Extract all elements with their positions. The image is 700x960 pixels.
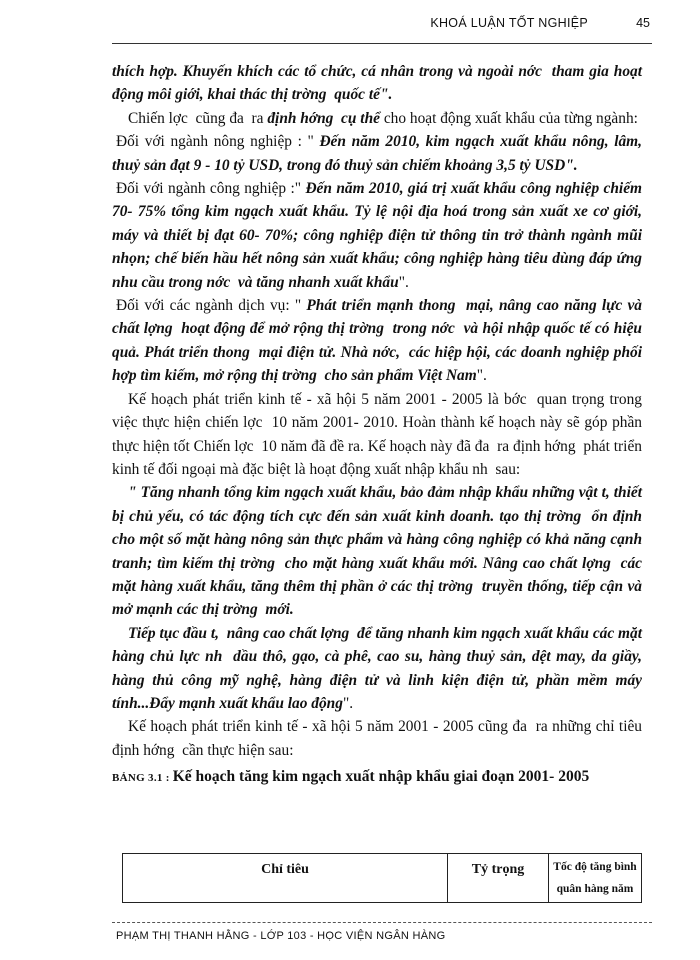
paragraph-five-year-plan: Kế hoạch phát triển kinh tế - xã hội 5 năm 2001 - 2005 là bớc quan trọng trong việc thực hiện chiến lợc 10 năm 2001- 2010. Hoàn thành kế hoạch này sẽ góp phần thực hiện tốt Chiến lợc 10 năm đã đề ra. Kế hoạch này đã đa ra định hớng phát triển kinh tế đối ngoại mà đặc biệt là hoạt động xuất nhập khẩu nh sau: (112, 390, 646, 478)
document-body (112, 60, 646, 786)
paragraph-agriculture: Đối với ngành nông nghiệp : " Đến năm 2010, kim ngạch xuất khẩu nông, lâm, thuỷ sản đạt 9 - 10 tỷ USD, trong đó thuỷ sản chiếm khoảng 3,5 tỷ USD". (112, 133, 646, 174)
table-header-row (123, 854, 642, 903)
paragraph-industry: Đối với ngành công nghiệp :" Đến năm 2010, giá trị xuất khẩu công nghiệp chiếm 70- 75% tổng kim ngạch xuất khẩu. Tỷ lệ nội địa hoá trong sản xuất xe cơ giới, máy và thiết bị đạt 60- 70%; công nghiệp điện tử thông tin trở thành ngành mũi nhọn; chế biến hầu hết nông sản xuất khẩu; công nghiệp hàng tiêu dùng đáp ứng nhu cầu trong nớc và tăng nhanh xuất khẩu". (112, 180, 646, 291)
quote-key-exports: Tiếp tục đầu t, nâng cao chất lợng để tăng nhanh kim ngạch xuất khẩu các mặt hàng chủ lực nh dầu thô, gạo, cà phê, cao su, hàng thuỷ sản, dệt may, da giầy, hàng thủ công mỹ nghệ, hàng điện tử và linh kiện điện tử, phần mềm máy tính...Đẩy mạnh xuất khẩu lao động". (112, 624, 646, 712)
paragraph-services: Đối với các ngành dịch vụ: " Phát triển mạnh thong mại, nâng cao năng lực và chất lợng hoạt động để mở rộng thị trờng trong nớc và hội nhập quốc tế có hiệu quả. Phát triển thong mại điện tử. Nhà nớc, các hiệp hội, các doanh nghiệp phối hợp tìm kiếm, mở rộng thị trờng cho sản phẩm Việt Nam". (112, 297, 646, 385)
table-caption-title: Kế hoạch tăng kim ngạch xuất nhập khẩu giai đoạn 2001- 2005 (172, 768, 590, 786)
footer-author: PHẠM THỊ THANH HẰNG - LỚP 103 - HỌC VIỆN NGÂN HÀNG (116, 930, 446, 942)
table-caption (112, 768, 642, 786)
header-growth-rate: Tốc độ tăng bình quân hàng năm (549, 854, 642, 903)
header-weight: Tỷ trọng (448, 854, 549, 903)
page-number: 45 (636, 16, 650, 30)
footer-divider (112, 922, 652, 923)
header-divider (112, 43, 652, 44)
header-indicator: Chỉ tiêu (123, 854, 448, 903)
paragraph-strategy-orientation: Chiến lợc cũng đa ra định hớng cụ thể cho hoạt động xuất khẩu của từng ngành: (128, 109, 638, 127)
paragraph-continuation: thích hợp. Khuyến khích các tổ chức, cá nhân trong và ngoài nớc tham gia hoạt động môi giới, khai thác thị trờng quốc tế". (112, 63, 646, 104)
header-title: KHOÁ LUẬN TỐT NGHIỆP (430, 16, 588, 30)
table-caption-label: BẢNG 3.1 : (112, 772, 173, 785)
quote-export-growth: " Tăng nhanh tổng kim ngạch xuất khẩu, bảo đảm nhập khẩu những vật t, thiết bị chủ yếu, có tác động tích cực đến sản xuất kinh doanh. tạo thị trờng ổn định cho một số mặt hàng nông sản thực phẩm và hàng công nghiệp có khả năng cạnh tranh; tìm kiếm thị trờng cho mặt hàng xuất khẩu mới. Nâng cao chất lợng các mặt hàng xuất khẩu, tăng thêm thị phần ở các thị trờng truyền thống, tiếp cận và mở mạnh các thị trờng mới. (112, 484, 646, 619)
paragraph-target-indicators: Kế hoạch phát triển kinh tế - xã hội 5 năm 2001 - 2005 cũng đa ra những chỉ tiêu định hớng cần thực hiện sau: (112, 718, 646, 759)
page-header (112, 0, 652, 46)
export-import-plan-table (122, 853, 642, 903)
